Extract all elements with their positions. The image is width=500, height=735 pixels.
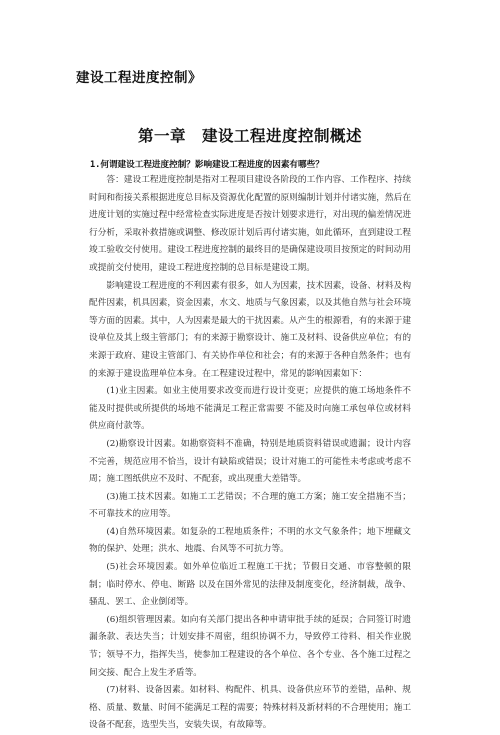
factor-item: (2)勘察设计因素。如勘察资料不准确，特别是地质资料错误或遗漏；设计内容不完善，规范应用不恰当，设计有缺陷或错误；设计对施工的可能性未考虑或考虑不周；施工图纸供应不及时、不配套，或出现重大差错等。: [89, 438, 411, 485]
factor-item: (1)业主因素。如业主使用要求改变而进行设计变更；应提供的施工场地条件不能及时提供或所提供的场地不能满足工程正常需要 不能及时向施工承包单位或材料供应商付款等。: [89, 386, 411, 432]
document-title: 建设工程进度控制》: [76, 70, 202, 86]
question-heading: 1.何谓建设工程进度控制？影响建设工程进度的因素有哪些？: [90, 160, 324, 170]
factors-paragraph: 影响建设工程进度的不利因素有很多，如人为因素，技术因素，设备、材料及构配件因素，机具因素，资金因素，水文、地质与气象因素，以及其他自然与社会环境等方面的因素。其中，人为因素是最大的干扰因素。从产生的根源看，有的来源于建设单位及其上级主管部门；有的来源于勘察设计、施工及材料、设备供应单位；有的来源于政府、建设主管部门、有关协作单位和社会；有的来源于各种自然条件；也有的来源于建设监理单位本身。在工程建设过程中，常见的影响因素如下：: [89, 280, 411, 379]
answer-paragraph: 答：建设工程进度控制是指对工程项目建设各阶段的工作内容、工作程序、持续时间和衔接关系根据进度总目标及资源优化配置的原则编制计划并付诸实施，然后在进度计划的实施过程中经常检查实际进度是否按计划要求进行，对出现的偏差情况进行分析，采取补救措施或调整、修改原计划后再付诸实施，如此循环，直到建设工程竣工验收交付使用。建设工程进度控制的最终目的是确保建设项目按预定的时间动用或提前交付使用，建设工程进度控制的总目标是建设工期。: [89, 175, 411, 273]
factor-item: (3)施工技术因素。如施工工艺错误；不合理的施工方案；施工安全措施不当；不可靠技术的应用等。: [89, 491, 411, 520]
factor-item: (7)材料、设备因素。如材料、构配件、机具、设备供应环节的差错，品种、规格、质量、数量、时间不能满足工程的需要；特殊材料及新材料的不合理使用；施工设备不配套，选型失当，安装失误，有故障等。: [89, 685, 411, 731]
factor-item: (5)社会环境因素。如外单位临近工程施工干扰；节假日交通、市容整顿的限制；临时停水、停电、断路 以及在国外常见的法律及制度变化，经济制裁，战争、骚乱、罢工、企业倒闭等。: [89, 562, 411, 608]
chapter-title: 第一章 建设工程进度控制概述: [137, 127, 362, 145]
factor-item: (4)自然环境因素。如复杂的工程地质条件；不明的水文气象条件；地下埋藏文物的保护、处理；洪水、地震、台风等不可抗力等。: [89, 526, 411, 555]
factor-item: (6)组织管理因素。如向有关部门提出各种申请审批手续的延误；合同签订时遗漏条款、表达失当；计划安排不周密，组织协调不力，导致停工待料、相关作业脱节；领导不力，指挥失当，使参加工程建设的各个单位、各个专业、各个施工过程之间交接、配合上发生矛盾等。: [89, 614, 411, 678]
document-body: [89, 172, 411, 735]
